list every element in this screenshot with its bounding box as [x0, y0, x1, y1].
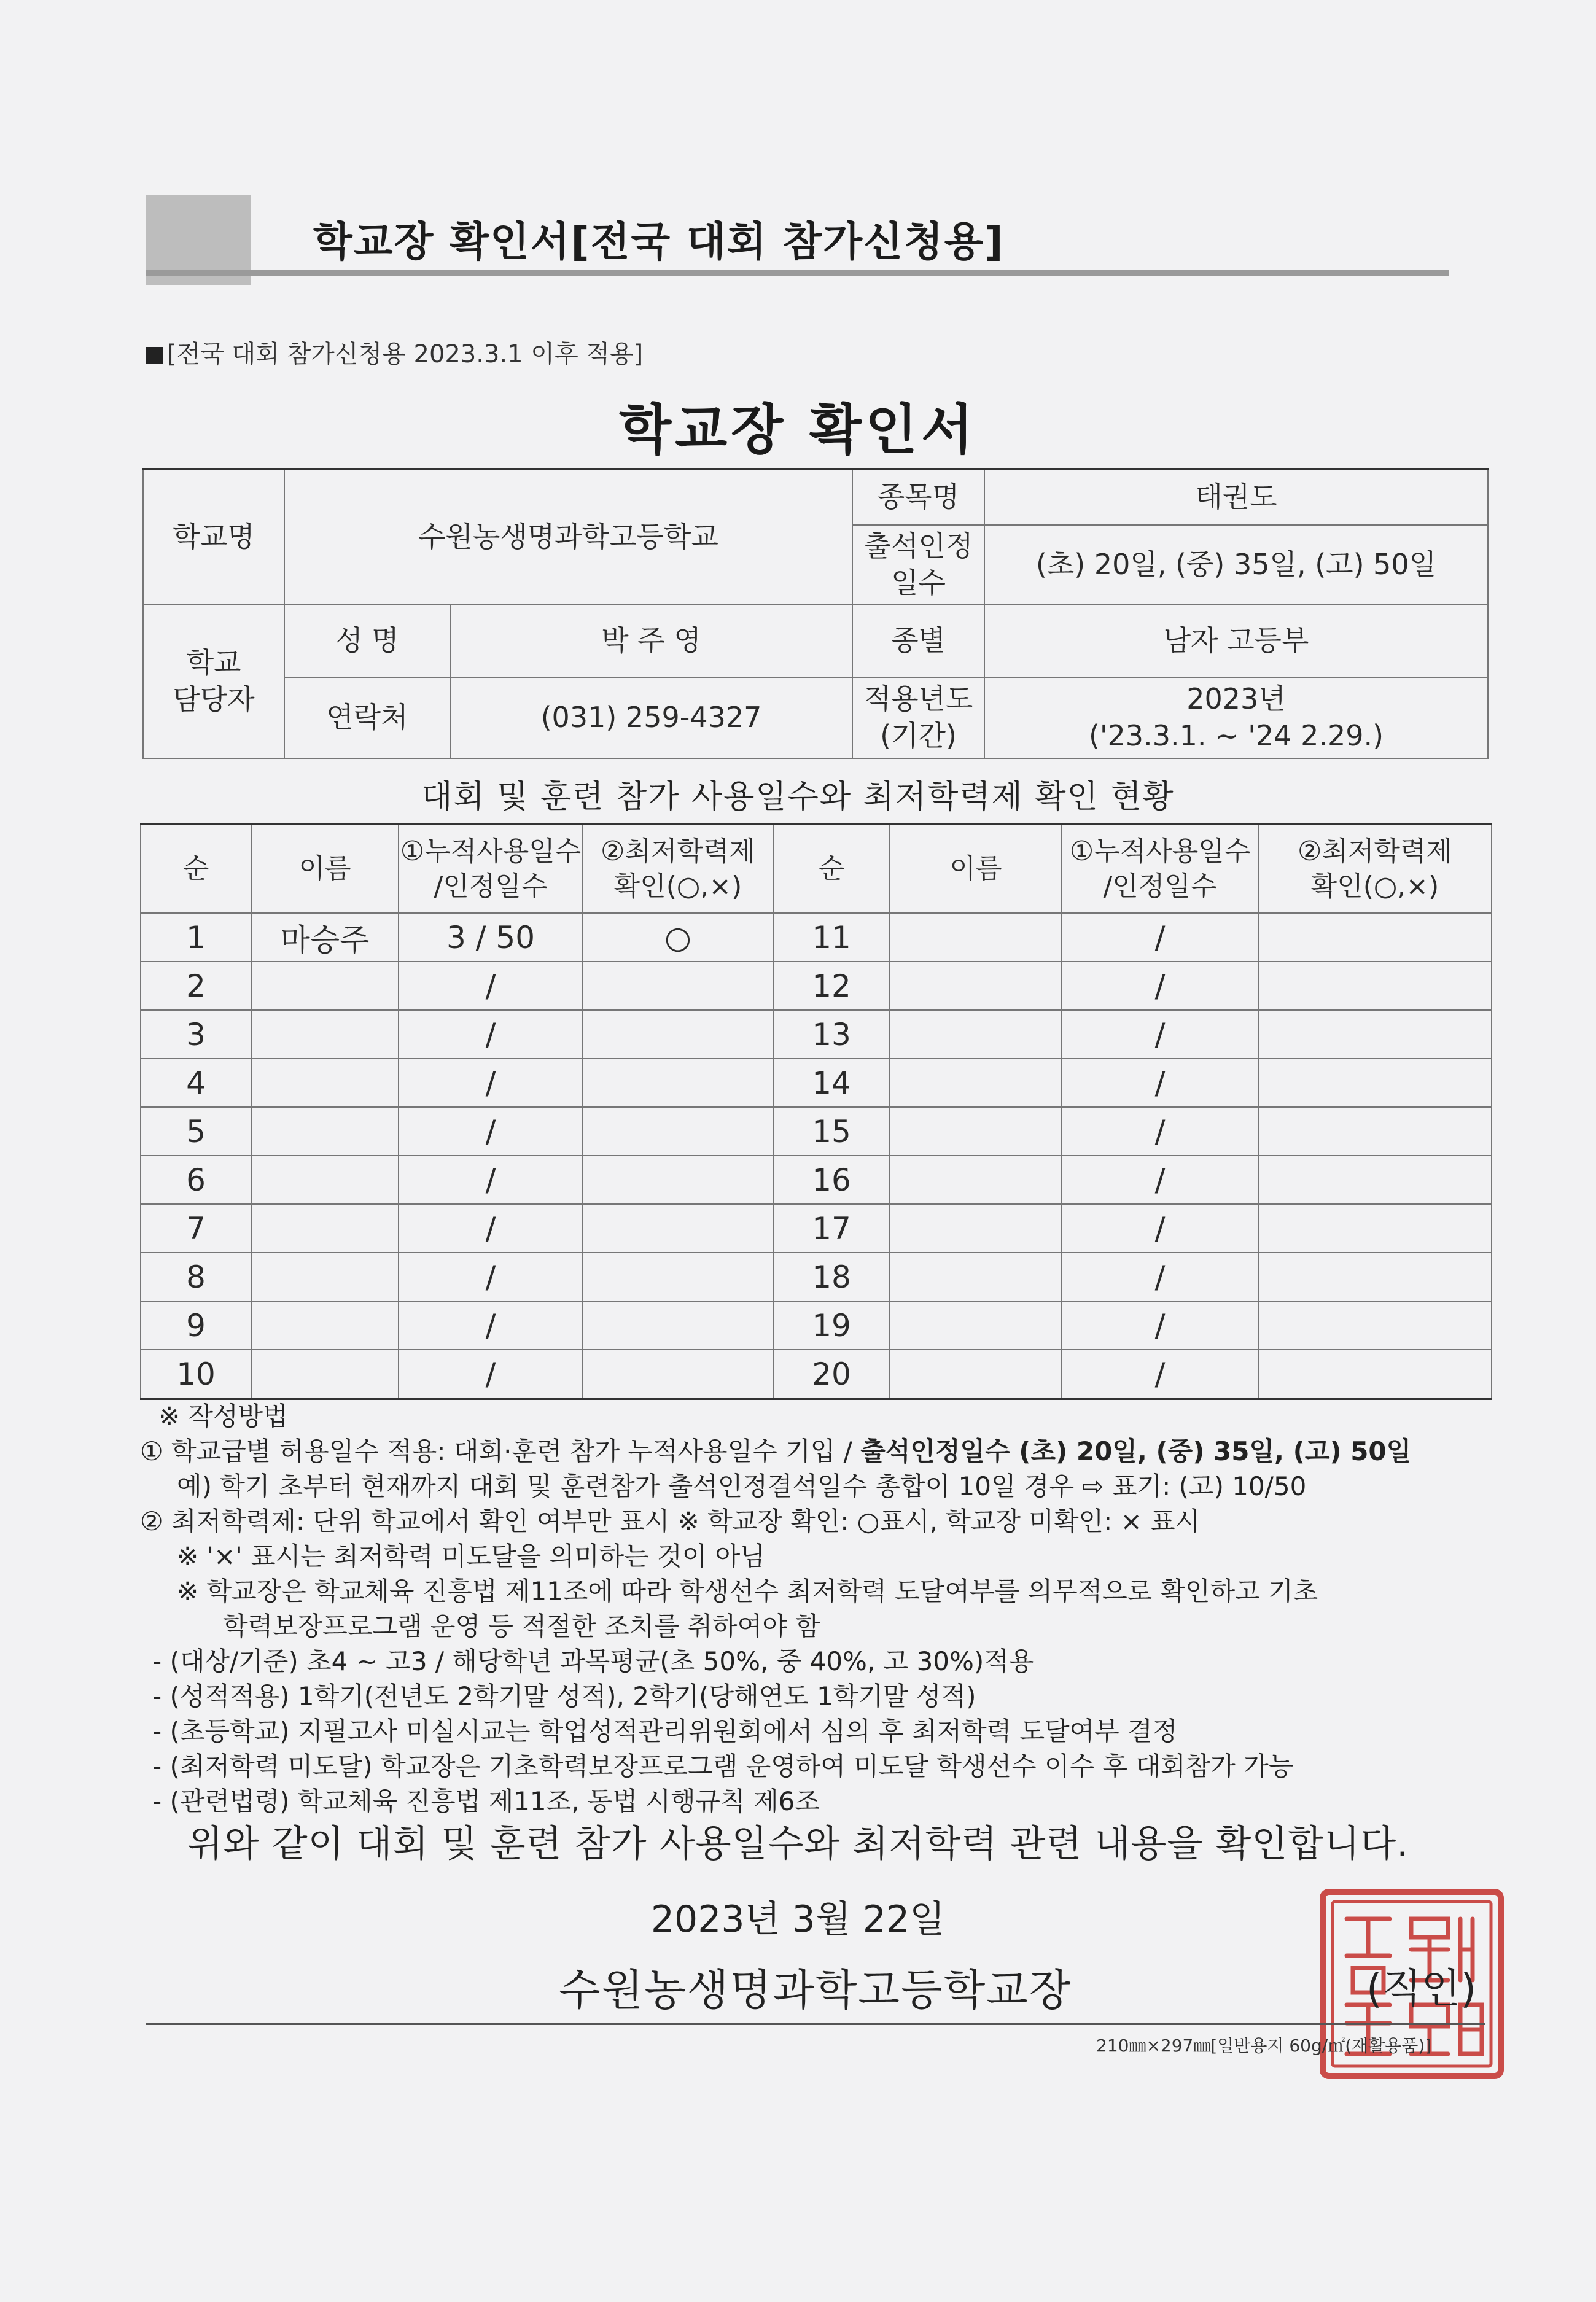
cell-days: /	[1062, 1350, 1258, 1399]
header-name: 이름	[251, 824, 399, 913]
cell-name	[251, 1107, 399, 1156]
note-2: ② 최저학력제: 단위 학교에서 확인 여부만 표시 ※ 학교장 확인: ○표시, 학교장 미확인: × 표시	[140, 1506, 1201, 1536]
header-no: 순	[141, 824, 251, 913]
cell-days: /	[399, 1253, 583, 1301]
cell-confirm: ○	[583, 913, 773, 962]
school-name-value: 수원농생명과학고등학교	[284, 469, 852, 605]
cell-confirm	[583, 1253, 773, 1301]
principal-title: 수원농생명과학고등학교장	[559, 1965, 1072, 2015]
cell-days: /	[399, 1059, 583, 1107]
name-label: 성 명	[284, 605, 450, 677]
cell-no: 13	[773, 1010, 890, 1059]
note-1	[140, 1434, 1491, 1469]
cell-name	[251, 962, 399, 1010]
cell-confirm	[1258, 1156, 1492, 1204]
cell-no: 1	[141, 913, 251, 962]
contact-label: 연락처	[284, 677, 450, 758]
cell-name	[251, 1301, 399, 1350]
note-1-text: ① 학교급별 허용일수 적용: 대회·훈련 참가 누적사용일수 기입 /	[140, 1436, 861, 1466]
table-row	[141, 1107, 1492, 1156]
event-label: 종목명	[852, 469, 984, 525]
header-confirm: ②최저학력제 확인(○,×)	[583, 824, 773, 913]
paper-spec: 210㎜×297㎜[일반용지 60g/㎡(재활용품)]	[1096, 2036, 1432, 2056]
cell-name	[251, 1156, 399, 1204]
note-detail-3: - (초등학교) 지필고사 미실시교는 학업성적관리위원회에서 심의 후 최저학력 도달여부 결정	[152, 1716, 1178, 1746]
cell-days: /	[1062, 1107, 1258, 1156]
cell-name	[251, 1350, 399, 1399]
cell-name	[890, 1107, 1062, 1156]
note-2-a: ※ '×' 표시는 최저학력 미도달을 의미하는 것이 아님	[177, 1541, 765, 1571]
cell-confirm	[1258, 962, 1492, 1010]
note-2-b: ※ 학교장은 학교체육 진흥법 제11조에 따라 학생선수 최저학력 도달여부를 의무적으로 확인하고 기초	[177, 1576, 1318, 1606]
cell-name	[251, 1253, 399, 1301]
cell-name	[890, 1301, 1062, 1350]
header-confirm: ②최저학력제 확인(○,×)	[1258, 824, 1492, 913]
year-label: 적용년도 (기간)	[852, 677, 984, 758]
page-title: 학교장 확인서	[619, 398, 977, 461]
cell-days: /	[1062, 1059, 1258, 1107]
cell-name	[251, 1204, 399, 1253]
info-table	[142, 468, 1489, 759]
cell-confirm	[1258, 1010, 1492, 1059]
cell-confirm	[1258, 1059, 1492, 1107]
division-label: 종별	[852, 605, 984, 677]
cell-confirm	[583, 1010, 773, 1059]
cell-name	[890, 913, 1062, 962]
cell-no: 12	[773, 962, 890, 1010]
year-value: 2023년 ('23.3.1. ~ '24 2.29.)	[984, 677, 1488, 758]
confirmation-statement: 위와 같이 대회 및 훈련 참가 사용일수와 최저학력 관련 내용을 확인합니다.	[187, 1822, 1409, 1865]
cell-confirm	[1258, 1204, 1492, 1253]
table-row	[141, 962, 1492, 1010]
bottom-rule	[146, 2023, 1485, 2025]
header-name: 이름	[890, 824, 1062, 913]
cell-no: 16	[773, 1156, 890, 1204]
note-2-b2: 학력보장프로그램 운영 등 적절한 조치를 취하여야 함	[223, 1611, 820, 1641]
square-bullet-icon	[146, 347, 163, 364]
cell-days: /	[399, 1010, 583, 1059]
cell-days: /	[1062, 1156, 1258, 1204]
table-row	[141, 1156, 1492, 1204]
cell-confirm	[1258, 1350, 1492, 1399]
cell-days: /	[1062, 962, 1258, 1010]
cell-name	[890, 1059, 1062, 1107]
cell-name	[251, 1059, 399, 1107]
table-row	[141, 1010, 1492, 1059]
header-no: 순	[773, 824, 890, 913]
cell-no: 14	[773, 1059, 890, 1107]
contact-value: (031) 259-4327	[450, 677, 852, 758]
table-row	[141, 1301, 1492, 1350]
seal-label: (직인)	[1366, 1965, 1477, 2012]
cell-name	[890, 1156, 1062, 1204]
cell-no: 17	[773, 1204, 890, 1253]
cell-no: 18	[773, 1253, 890, 1301]
notes-section	[140, 1399, 1491, 1819]
note-1-bold: 출석인정일수 (초) 20일, (중) 35일, (고) 50일	[860, 1436, 1412, 1466]
note-detail-2: - (성적적용) 1학기(전년도 2학기말 성적), 2학기(당해연도 1학기말 성적)	[152, 1681, 976, 1711]
table-row	[141, 1253, 1492, 1301]
note-detail-4: - (최저학력 미도달) 학교장은 기초학력보장프로그램 운영하여 미도달 학생선수 이수 후 대회참가 가능	[152, 1751, 1294, 1781]
cell-no: 9	[141, 1301, 251, 1350]
cell-no: 5	[141, 1107, 251, 1156]
header-days: ①누적사용일수 /인정일수	[1062, 824, 1258, 913]
cell-no: 2	[141, 962, 251, 1010]
note-detail-1: - (대상/기준) 초4 ~ 고3 / 해당학년 과목평균(초 50%, 중 40%, 고 30%)적용	[152, 1646, 1034, 1676]
cell-days: /	[1062, 913, 1258, 962]
cell-days: /	[1062, 1010, 1258, 1059]
cell-no: 11	[773, 913, 890, 962]
cell-days: /	[399, 1350, 583, 1399]
cell-confirm	[583, 1059, 773, 1107]
attendance-label: 출석인정 일수	[852, 525, 984, 605]
cell-name	[890, 1253, 1062, 1301]
cell-confirm	[583, 1204, 773, 1253]
cell-confirm	[583, 1301, 773, 1350]
cell-days: /	[1062, 1301, 1258, 1350]
event-value: 태권도	[984, 469, 1488, 525]
cell-confirm	[1258, 1301, 1492, 1350]
cell-days: 3 / 50	[399, 913, 583, 962]
cell-confirm	[583, 1107, 773, 1156]
cell-name: 마승주	[251, 913, 399, 962]
cell-name	[890, 1350, 1062, 1399]
cell-days: /	[399, 1107, 583, 1156]
manager-label: 학교 담당자	[143, 605, 284, 758]
roster-table	[140, 823, 1492, 1400]
note-1-example: 예) 학기 초부터 현재까지 대회 및 훈련참가 출석인정결석일수 총합이 10일 경우 ⇨ 표기: (고) 10/50	[177, 1471, 1307, 1501]
division-value: 남자 고등부	[984, 605, 1488, 677]
cell-days: /	[1062, 1204, 1258, 1253]
table-row	[141, 1059, 1492, 1107]
cell-no: 3	[141, 1010, 251, 1059]
cell-name	[890, 962, 1062, 1010]
cell-no: 15	[773, 1107, 890, 1156]
cell-no: 19	[773, 1301, 890, 1350]
header-days: ①누적사용일수 /인정일수	[399, 824, 583, 913]
table-row	[141, 913, 1492, 962]
cell-confirm	[583, 1156, 773, 1204]
table-row	[141, 1350, 1492, 1399]
section-heading: 대회 및 훈련 참가 사용일수와 최저학력제 확인 현황	[421, 779, 1175, 815]
note-detail-5: - (관련법령) 학교체육 진흥법 제11조, 동법 시행규칙 제6조	[152, 1786, 820, 1816]
cell-no: 7	[141, 1204, 251, 1253]
cell-days: /	[1062, 1253, 1258, 1301]
cell-confirm	[1258, 1107, 1492, 1156]
cell-no: 20	[773, 1350, 890, 1399]
cell-no: 6	[141, 1156, 251, 1204]
cell-days: /	[399, 1156, 583, 1204]
cell-name	[890, 1010, 1062, 1059]
cell-name	[251, 1010, 399, 1059]
cell-confirm	[583, 1350, 773, 1399]
header-band-rule	[146, 270, 1449, 276]
cell-name	[890, 1204, 1062, 1253]
attendance-value: (초) 20일, (중) 35일, (고) 50일	[984, 525, 1488, 605]
apply-note-text: [전국 대회 참가신청용 2023.3.1 이후 적용]	[167, 340, 644, 368]
school-name-label: 학교명	[143, 469, 284, 605]
apply-note	[146, 335, 643, 370]
cell-no: 10	[141, 1350, 251, 1399]
cell-days: /	[399, 1301, 583, 1350]
cell-confirm	[583, 962, 773, 1010]
header-band-title: 학교장 확인서[전국 대회 참가신청용]	[313, 218, 1005, 265]
cell-no: 8	[141, 1253, 251, 1301]
notes-heading: ※ 작성방법	[158, 1401, 288, 1431]
cell-confirm	[1258, 913, 1492, 962]
table-row	[141, 1204, 1492, 1253]
cell-no: 4	[141, 1059, 251, 1107]
name-value: 박 주 영	[450, 605, 852, 677]
issue-date: 2023년 3월 22일	[650, 1898, 946, 1941]
cell-days: /	[399, 962, 583, 1010]
cell-days: /	[399, 1204, 583, 1253]
cell-confirm	[1258, 1253, 1492, 1301]
